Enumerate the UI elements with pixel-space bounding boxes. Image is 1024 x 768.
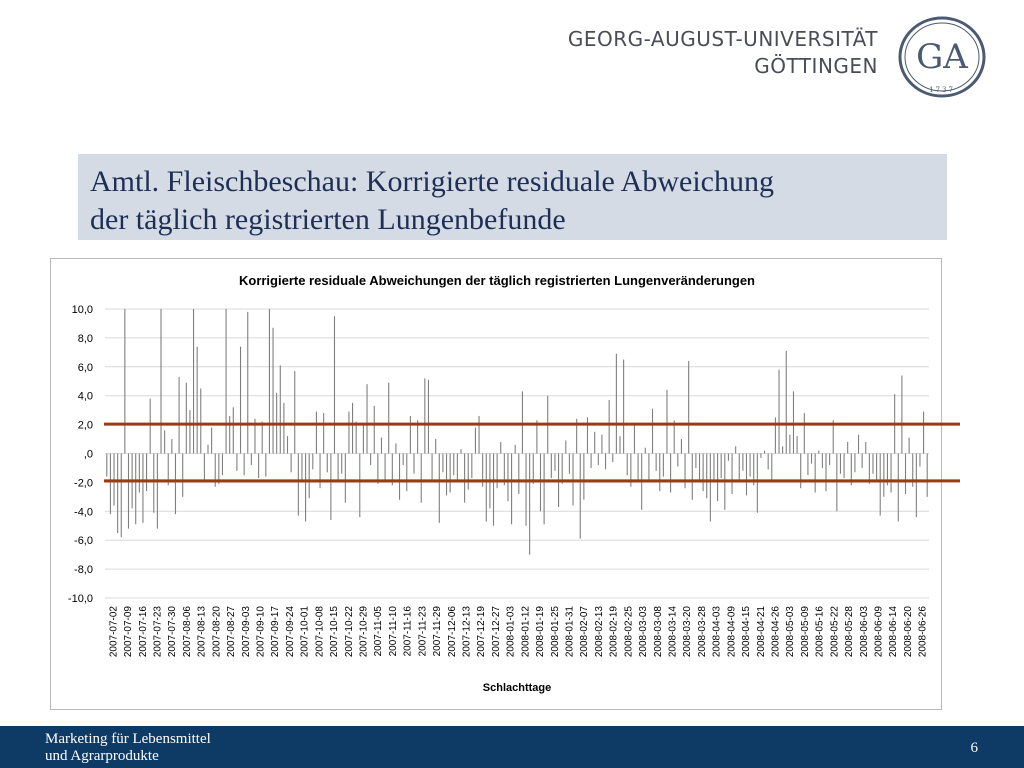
x-tick-label: 2007-07-02 [108, 606, 120, 658]
x-tick-label: 2007-10-08 [314, 606, 326, 658]
x-tick-label: 2007-11-05 [373, 606, 385, 657]
y-tick-label: 4,0 [77, 390, 93, 403]
x-tick-label: 2008-06-26 [917, 606, 929, 658]
x-tick-label: 2008-05-22 [829, 606, 841, 658]
x-tick-label: 2008-03-14 [667, 606, 679, 658]
x-tick-label: 2008-02-25 [623, 606, 635, 658]
y-tick-label: 2,0 [77, 419, 93, 432]
y-tick-label: -2,0 [74, 477, 93, 490]
x-tick-label: 2007-12-13 [461, 606, 473, 658]
y-axis-ticks [68, 304, 93, 605]
slide-title-line1: Amtl. Fleischbeschau: Korrigierte residuale Abweichung [90, 165, 774, 198]
page-number: 6 [970, 740, 978, 756]
x-tick-label: 2008-04-15 [741, 606, 753, 658]
x-tick-label: 2007-09-24 [284, 606, 296, 658]
x-tick-label: 2007-08-20 [211, 606, 223, 658]
x-tick-label: 2007-11-23 [417, 606, 429, 657]
slide-title-line2: der täglich registrierten Lungenbefunde [90, 203, 566, 236]
x-tick-label: 2007-12-06 [446, 606, 458, 658]
x-tick-label: 2007-09-03 [240, 606, 252, 658]
x-tick-label: 2008-06-09 [873, 606, 885, 658]
x-tick-label: 2007-08-06 [181, 606, 193, 658]
university-name-line1: GEORG-AUGUST-UNIVERSITÄT [567, 27, 878, 51]
x-axis-ticks [108, 606, 928, 658]
x-tick-label: 2007-12-19 [476, 606, 488, 658]
university-name-line2: GÖTTINGEN [754, 54, 878, 78]
x-tick-label: 2007-12-27 [490, 606, 502, 658]
y-tick-label: -6,0 [74, 535, 93, 548]
y-tick-label: -4,0 [74, 506, 93, 519]
x-tick-label: 2007-11-29 [432, 606, 444, 657]
logo-initials: GA [916, 37, 968, 77]
x-tick-label: 2007-10-01 [299, 606, 311, 658]
x-tick-label: 2008-03-03 [638, 606, 650, 658]
x-tick-label: 2007-07-09 [123, 606, 135, 658]
x-tick-label: 2008-05-28 [844, 606, 856, 658]
footer-bar [0, 726, 1024, 768]
x-tick-label: 2008-03-08 [652, 606, 664, 658]
x-tick-label: 2007-08-13 [196, 606, 208, 658]
x-tick-label: 2007-08-27 [226, 606, 238, 658]
x-tick-label: 2008-06-20 [902, 606, 914, 658]
x-tick-label: 2007-07-30 [167, 606, 179, 658]
x-tick-label: 2008-05-09 [799, 606, 811, 658]
residual-bar-chart [51, 259, 943, 711]
grid-lines [105, 309, 929, 598]
university-seal-logo [896, 16, 988, 102]
footer-line2: und Agrarprodukte [45, 748, 159, 764]
slide-title [78, 154, 947, 240]
y-tick-label: 8,0 [77, 332, 93, 345]
x-tick-label: 2008-04-26 [770, 606, 782, 658]
x-tick-label: 2008-01-25 [549, 606, 561, 658]
x-tick-label: 2008-01-12 [520, 606, 532, 658]
x-axis-label: Schlachttage [482, 682, 552, 694]
x-tick-label: 2008-02-13 [593, 606, 605, 658]
x-tick-label: 2007-11-10 [387, 606, 399, 657]
chart-title: Korrigierte residuale Abweichungen der täglich registrierten Lungenveränderungen [238, 273, 756, 288]
footer-line1: Marketing für Lebensmittel [45, 731, 211, 747]
x-tick-label: 2008-05-03 [785, 606, 797, 658]
x-tick-label: 2007-11-16 [402, 606, 414, 657]
footer-course [45, 731, 211, 765]
x-tick-label: 2008-03-20 [682, 606, 694, 658]
logo-year: 1737 [929, 86, 955, 94]
x-tick-label: 2007-09-17 [270, 606, 282, 658]
x-tick-label: 2008-01-31 [564, 606, 576, 658]
x-tick-label: 2007-07-23 [152, 606, 164, 658]
x-tick-label: 2008-04-21 [755, 606, 767, 658]
x-tick-label: 2008-01-19 [535, 606, 547, 658]
x-tick-label: 2008-06-14 [888, 606, 900, 658]
x-tick-label: 2007-10-15 [329, 606, 341, 658]
x-tick-label: 2007-10-22 [343, 606, 355, 658]
x-tick-label: 2007-07-16 [137, 606, 149, 658]
x-tick-label: 2007-09-10 [255, 606, 267, 658]
chart-frame [50, 258, 942, 710]
x-tick-label: 2008-06-03 [858, 606, 870, 658]
university-name [568, 26, 878, 80]
x-tick-label: 2008-02-19 [608, 606, 620, 658]
x-tick-label: 2008-01-03 [505, 606, 517, 658]
y-tick-label: ,0 [83, 448, 93, 461]
y-tick-label: -8,0 [74, 564, 93, 577]
y-tick-label: 6,0 [77, 361, 93, 374]
x-tick-label: 2007-10-29 [358, 606, 370, 658]
x-tick-label: 2008-04-09 [726, 606, 738, 658]
x-tick-label: 2008-04-03 [711, 606, 723, 658]
y-tick-label: 10,0 [71, 304, 93, 316]
y-tick-label: -10,0 [67, 593, 93, 605]
x-tick-label: 2008-03-28 [696, 606, 708, 658]
x-tick-label: 2008-05-16 [814, 606, 826, 658]
x-tick-label: 2008-02-07 [579, 606, 591, 658]
bars [107, 309, 927, 555]
